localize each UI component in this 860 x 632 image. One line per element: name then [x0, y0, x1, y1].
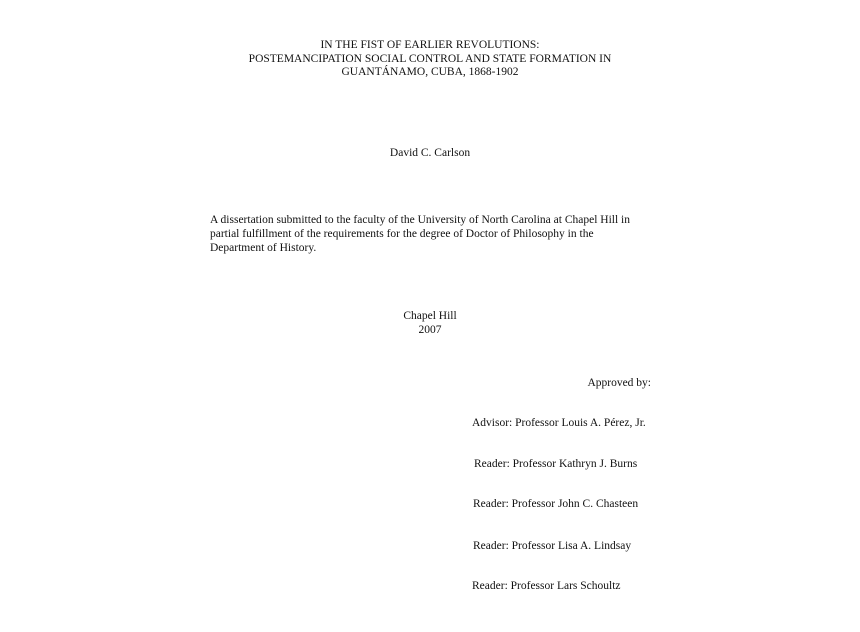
- author-name: David C. Carlson: [389, 147, 471, 159]
- title-line-1: IN THE FIST OF EARLIER REVOLUTIONS:: [320, 39, 540, 51]
- title-line-2: POSTEMANCIPATION SOCIAL CONTROL AND STATE FORMATION IN: [248, 52, 612, 65]
- statement-line-1: A dissertation submitted to the faculty of the University of North Carolina at Chapel Hill in: [210, 214, 630, 226]
- statement-line-2: partial fulfillment of the requirements for the degree of Doctor of Philosophy in the: [210, 227, 594, 240]
- committee-reader: Reader: Professor Kathryn J. Burns: [474, 458, 638, 470]
- approved-by-label: Approved by:: [587, 377, 651, 389]
- title-line-3: GUANTÁNAMO, CUBA, 1868-1902: [341, 66, 519, 78]
- place: Chapel Hill: [403, 310, 457, 322]
- place-and-date: [0, 310, 860, 338]
- statement-line-3: Department of History.: [210, 241, 317, 254]
- committee-advisor: Advisor: Professor Louis A. Pérez, Jr.: [472, 417, 646, 429]
- year: 2007: [418, 323, 442, 336]
- submission-statement: [210, 214, 650, 255]
- committee-reader: Reader: Professor Lars Schoultz: [472, 580, 621, 592]
- dissertation-title: [0, 39, 860, 80]
- committee-reader: Reader: Professor Lisa A. Lindsay: [473, 540, 632, 552]
- committee-reader: Reader: Professor John C. Chasteen: [473, 498, 639, 510]
